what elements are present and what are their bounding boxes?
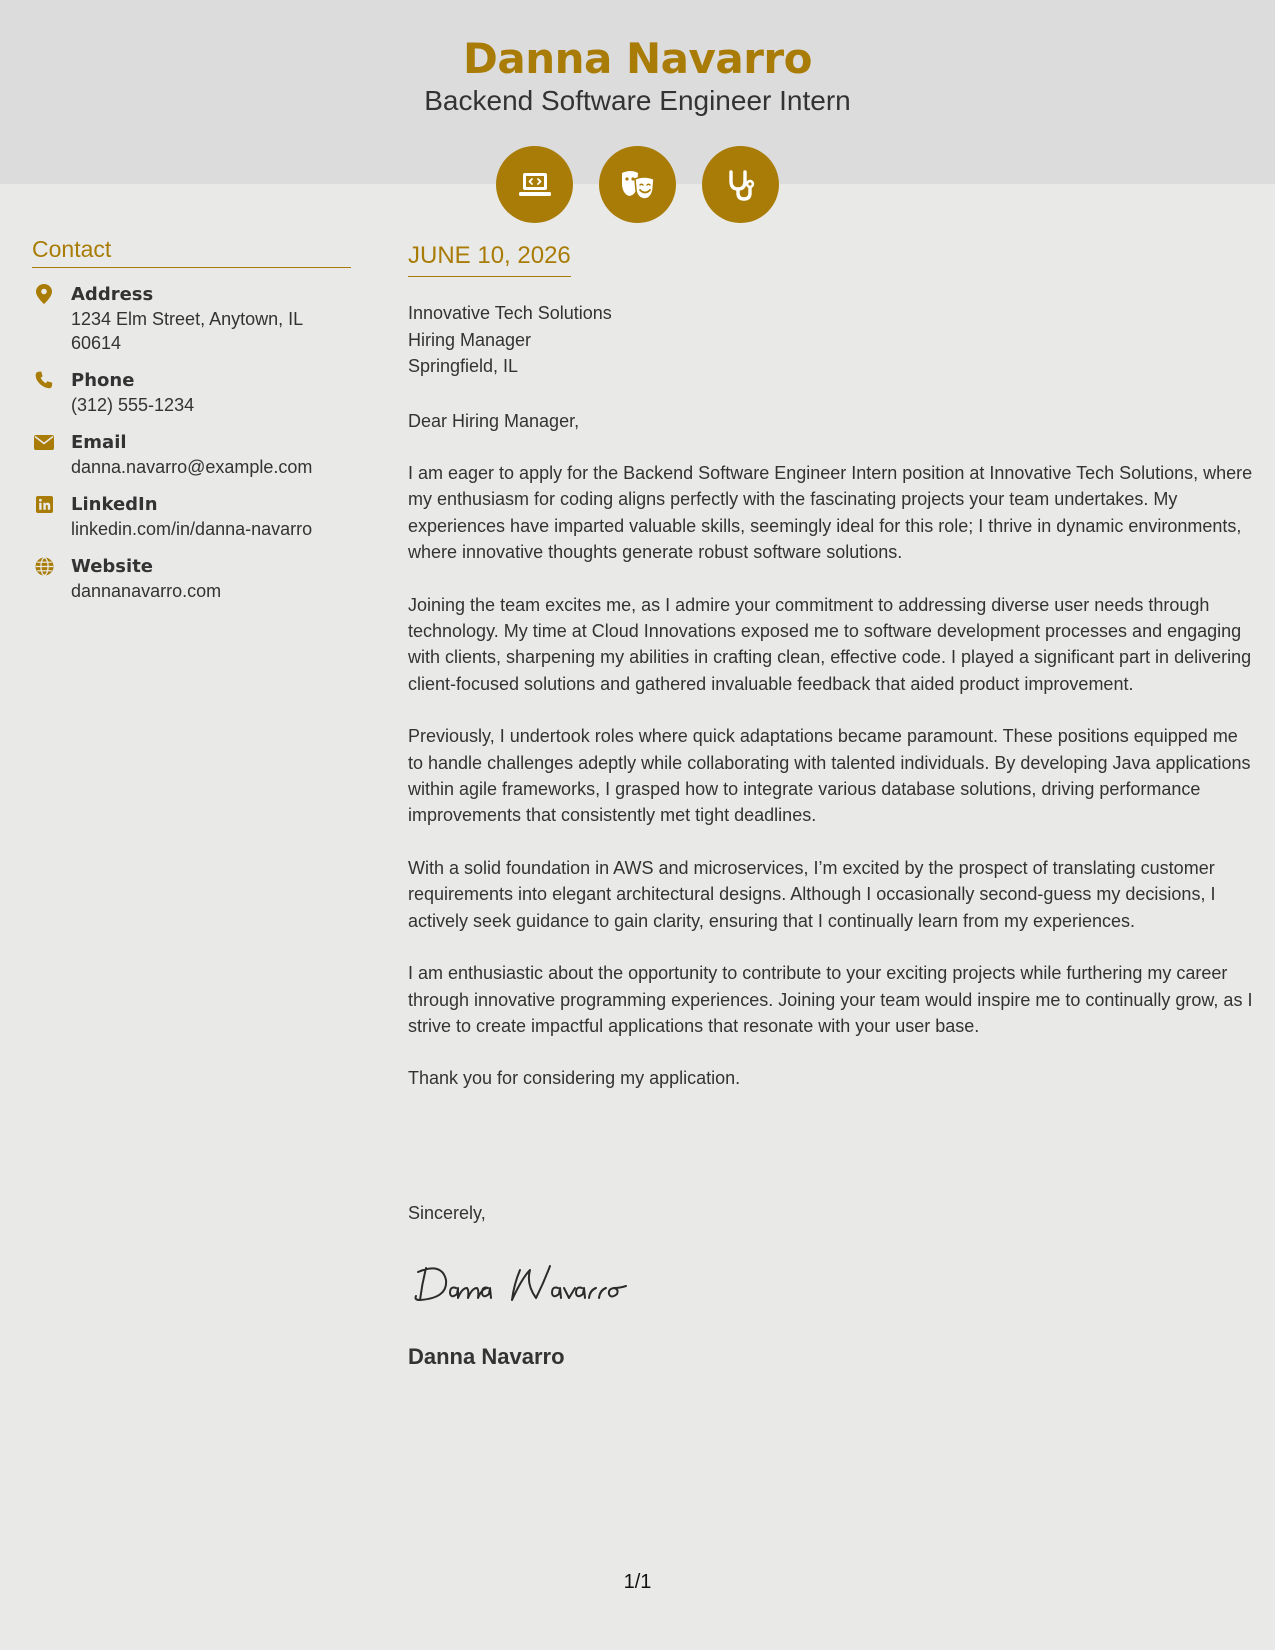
contact-heading: Contact xyxy=(32,236,351,268)
contact-label: Email xyxy=(71,432,127,453)
email-value: danna.navarro@example.com xyxy=(71,457,313,477)
contact-label: Website xyxy=(71,556,154,577)
linkedin-icon xyxy=(34,494,54,514)
contact-item-email xyxy=(32,431,352,479)
recipient-location: Springfield, IL xyxy=(408,356,519,376)
contact-label: LinkedIn xyxy=(71,494,158,515)
contact-label: Phone xyxy=(71,370,135,391)
contact-item-phone xyxy=(32,369,352,417)
contact-label: Address xyxy=(71,284,154,305)
letter-body xyxy=(408,460,1254,1118)
job-title: Backend Software Engineer Intern xyxy=(424,85,851,116)
signed-name: Danna Navarro xyxy=(408,1344,565,1369)
linkedin-value: linkedin.com/in/danna-navarro xyxy=(71,519,313,539)
applicant-name: Danna Navarro xyxy=(463,34,812,83)
handwritten-signature xyxy=(412,1258,672,1308)
contact-item-website xyxy=(32,555,352,603)
recipient-company: Innovative Tech Solutions xyxy=(408,303,612,323)
salutation: Dear Hiring Manager, xyxy=(408,411,580,431)
body-paragraph: Thank you for considering my application. xyxy=(408,1068,741,1089)
recipient-block xyxy=(408,300,1248,380)
closing: Sincerely, xyxy=(408,1203,486,1223)
recipient-role: Hiring Manager xyxy=(408,329,532,350)
body-paragraph: With a solid foundation in AWS and microservices, I’m excited by the prospect of translating customer requirements into elegant architectural designs. Although I occasionally second-guess my decisions, I actively seek guidance to gain clarity, ensuring that I continually learn from my experiences. xyxy=(408,857,1216,931)
body-paragraph: I am eager to apply for the Backend Software Engineer Intern position at Innovative Tech Solutions, where my enthusiasm for coding aligns perfectly with the fascinating projects your team undertakes. My experiences have imparted valuable skills, seemingly ideal for this role; I thrive in dynamic environments, where innovative thoughts generate robust software solutions. xyxy=(408,463,1253,563)
envelope-icon xyxy=(34,432,54,452)
page-number: 1/1 xyxy=(623,1571,652,1593)
phone-icon xyxy=(34,370,54,390)
website-value: dannanavarro.com xyxy=(71,581,222,601)
laptop-code-icon xyxy=(496,146,573,223)
address-value: 1234 Elm Street, Anytown, IL 60614 xyxy=(71,309,303,353)
globe-icon xyxy=(34,556,54,576)
body-paragraph: Previously, I undertook roles where quick adaptations became paramount. These positions equipped me to handle challenges adeptly while collaborating with talented individuals. By developing Java applications within agile frameworks, I grasped how to integrate various database solutions, driving performance improvements that consistently met tight deadlines. xyxy=(408,726,1251,826)
letter-date: JUNE 10, 2026 xyxy=(408,242,571,277)
body-paragraph: I am enthusiastic about the opportunity to contribute to your exciting projects while furthering my career through innovative programming experiences. Joining your team would inspire me to continually grow, as I strive to create impactful applications that resonate with your user base. xyxy=(408,963,1253,1036)
contact-list xyxy=(32,283,352,617)
theater-masks-icon xyxy=(599,146,676,223)
phone-value: (312) 555-1234 xyxy=(71,395,195,415)
contact-item-linkedin xyxy=(32,493,352,541)
stethoscope-icon xyxy=(702,146,779,223)
map-pin-icon xyxy=(34,284,54,304)
interest-icons xyxy=(496,146,780,223)
body-paragraph: Joining the team excites me, as I admire your commitment to addressing diverse user needs through technology. My time at Cloud Innovations exposed me to software development processes and engaging with clients, sharpening my abilities in crafting clean, effective code. I played a significant part in delivering client-focused solutions and gathered invaluable feedback that aided product improvement. xyxy=(408,594,1252,694)
contact-item-address xyxy=(32,283,352,355)
